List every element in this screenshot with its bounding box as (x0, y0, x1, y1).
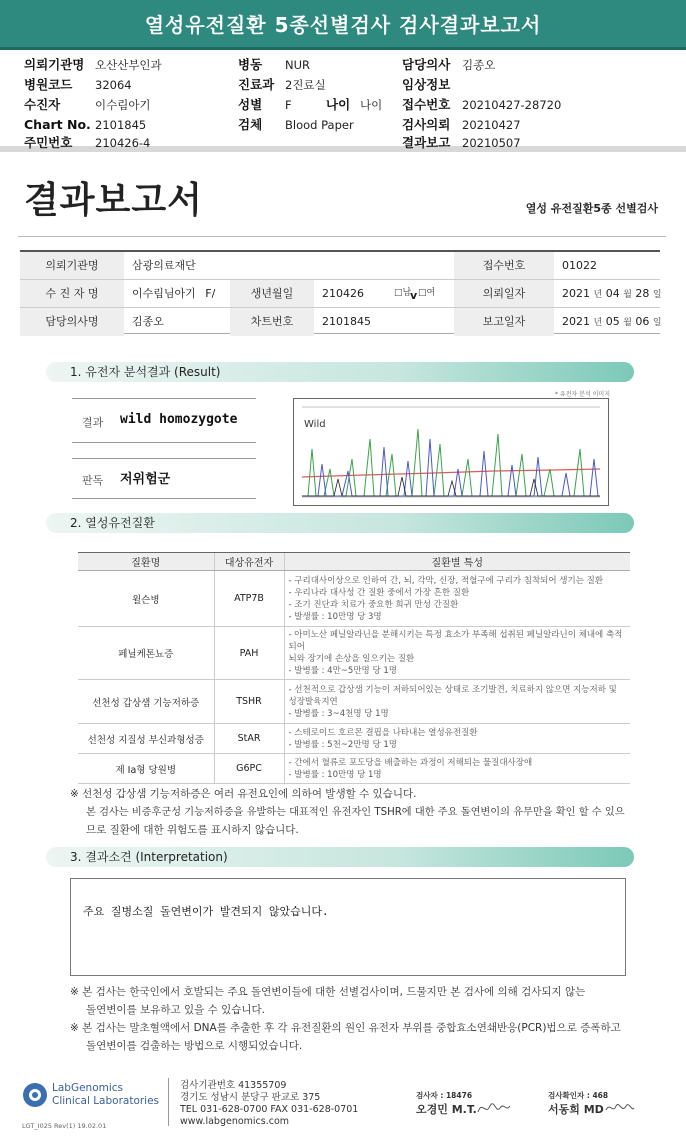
desc-line: - 아미노산 페닐알라닌을 분해시키는 특정 효소가 부족해 섭취된 페닐알라닌이 체내에 축적되어 (288, 630, 623, 652)
report-date-label: 보고일자 (454, 308, 554, 336)
report-date-value (554, 308, 660, 336)
disease-note-3: 므로 질환에 대한 위험도를 표시하지 않습니다. (86, 824, 299, 836)
desc-line: - 발병률 : 5천~2만명 당 1명 (288, 739, 397, 750)
report-title: 결과보고서 (24, 179, 203, 221)
desc-line: 성장발육지연 (288, 696, 338, 707)
dept-label: 진료과 (238, 77, 275, 92)
method-note-1: ※ 본 검사는 한국인에서 호발되는 주요 돌연변이들에 대한 선별검사이며, 드물지만 본 검사에 의해 검사되지 않는 (70, 986, 586, 998)
sex-value: F (285, 98, 292, 112)
graph-wild-label: Wild (304, 419, 326, 430)
disease-table (78, 552, 630, 784)
disease-name: 선천성 갑상샘 기능저하증 (78, 680, 214, 724)
male-checkbox: □남 (394, 288, 412, 298)
org-number: 검사기관번호 41355709 (180, 1080, 287, 1091)
disease-name: 페닐케톤뇨증 (78, 627, 214, 680)
receipt-value: 20210427-28720 (462, 98, 562, 112)
table-row (78, 627, 630, 680)
table-row (78, 724, 630, 754)
desc-line: - 구리대사이상으로 인하여 간, 뇌, 각막, 신장, 적혈구에 구리가 침착되어 생기는 질환 (288, 575, 604, 586)
tel-fax: TEL 031-628-0700 FAX 031-628-0701 (180, 1104, 359, 1115)
report-year: 2021 (562, 315, 590, 328)
table-row (78, 754, 630, 784)
genotype-graph (293, 398, 609, 506)
tester-label: 검사자 : 18476 (416, 1091, 473, 1100)
desc-line: - 발병률 : 10만명 당 1명 (288, 769, 382, 780)
patient-label: 수진자 (24, 97, 61, 112)
dob-label: 생년월일 (230, 280, 314, 308)
result-underline (72, 442, 256, 443)
section-interpretation-header: 3. 결과소견 (Interpretation) (46, 847, 634, 867)
doctor-label: 담당의사 (402, 57, 451, 72)
specimen-label: 검체 (238, 117, 263, 132)
desc-line: - 간에서 혈류로 포도당을 배출하는 과정이 저해되는 물질대사장애 (288, 757, 533, 768)
desc-line: - 발생률 : 10만명 당 3명 (288, 611, 382, 622)
labgenomics-logo-icon (22, 1082, 48, 1108)
method-note-2: 돌연변이를 보유하고 있을 수 있습니다. (86, 1004, 265, 1016)
disease-desc (284, 627, 630, 680)
patient-value: 이수림아기 (95, 98, 151, 112)
unit-day: 일 (652, 318, 662, 328)
table-header-row (78, 553, 630, 571)
judgment-overline (72, 458, 256, 459)
desc-line: 뇌와 장기에 손상을 일으키는 질환 (288, 654, 415, 664)
dept-value: 2진료실 (285, 78, 326, 92)
desc-line: - 우리나라 대사성 간 질환 중에서 가장 흔한 질환 (288, 587, 470, 598)
confirmer-signature (604, 1098, 636, 1118)
table-row (78, 680, 630, 724)
header-meta (0, 50, 686, 152)
dob-cell (314, 280, 454, 308)
age-label: 나이 (326, 97, 351, 112)
doctor-name-label: 담당의사명 (20, 308, 124, 336)
interpretation-box (70, 878, 626, 976)
disease-name: 선천성 지질성 부신과형성증 (78, 724, 214, 754)
chart-no-label: 차트번호 (230, 308, 314, 336)
judgment-label: 판독 (82, 474, 104, 487)
section-disease-header: 2. 열성유전질환 (46, 513, 634, 533)
desc-line: - 스테로이드 호르몬 결핍을 나타내는 열성유전질환 (288, 727, 478, 738)
col-feature: 질환별 특성 (284, 553, 630, 571)
patient-name-cell (124, 280, 230, 308)
request-day: 28 (635, 287, 650, 300)
hospital-label: 의뢰기관명 (24, 57, 85, 72)
result-label: 결과 (82, 416, 104, 429)
disease-gene: G6PC (214, 754, 284, 784)
sex-label: 성별 (238, 97, 263, 112)
address: 경기도 성남시 분당구 판교로 375 (180, 1092, 321, 1103)
disease-gene: ATP7B (214, 571, 284, 627)
dob-value: 210426 (322, 287, 364, 300)
form-code: LGT_I025 Rev(1) 19.02.01 (22, 1122, 107, 1130)
code-value: 32064 (95, 78, 132, 92)
desc-line: - 선천적으로 갑상샘 기능이 저하되어있는 상태로 조기발견, 치료하지 않으면 지능저하 및 (288, 684, 617, 695)
unit-month: 월 (623, 290, 632, 300)
interpretation-text: 주요 질병소질 돌연변이가 발견되지 않았습니다. (83, 905, 329, 918)
disease-name: 윌슨병 (78, 571, 214, 627)
report-subtitle: 열성 유전질환5종 선별검사 (525, 202, 658, 215)
chart-label: Chart No. (24, 117, 91, 132)
code-label: 병원코드 (24, 77, 73, 92)
report-banner-title: 열성유전질환 5종선별검사 검사결과보고서 (0, 0, 686, 50)
request-label: 검사의뢰 (402, 117, 451, 132)
desc-line: - 발병률 : 4만~5만명 당 1명 (288, 666, 397, 676)
request-date-value (554, 280, 660, 308)
footer (0, 1068, 686, 1142)
table-row (78, 571, 630, 627)
doctor-name-value: 김종오 (132, 315, 164, 328)
unit-year: 년 (593, 290, 603, 300)
report-label: 결과보고 (402, 135, 451, 150)
disease-desc (284, 680, 630, 724)
clinical-label: 임상정보 (402, 77, 451, 92)
method-note-4: 돌연변이를 검출하는 방법으로 시행되었습니다. (86, 1040, 303, 1052)
col-gene: 대상유전자 (214, 553, 284, 571)
request-value: 20210427 (462, 118, 521, 132)
unit-day: 일 (652, 290, 662, 300)
confirmer-label: 검사확인자 : 468 (548, 1091, 609, 1100)
hospital-value: 오산산부인과 (95, 58, 162, 72)
result-overline (72, 398, 256, 399)
website: www.labgenomics.com (180, 1116, 290, 1127)
org-label: 의뢰기관명 (20, 252, 124, 280)
ward-value: NUR (285, 58, 311, 72)
receipt-label: 접수번호 (402, 97, 451, 112)
tester-name: 오경민 M.T. (416, 1103, 477, 1116)
report-value: 20210507 (462, 136, 521, 150)
graph-note: * 유전자 분석 이미지 (554, 391, 610, 398)
title-divider (18, 236, 666, 237)
judgment-value: 저위험군 (120, 472, 171, 487)
desc-line: - 발병률 : 3~4천명 당 1명 (288, 708, 389, 719)
request-month: 04 (605, 287, 620, 300)
desc-line: - 조기 진단과 치료가 중요한 희귀 만성 간질환 (288, 599, 459, 610)
section-result-header: 1. 유전자 분석결과 (Result) (46, 362, 634, 382)
org-value: 삼광의료재단 (124, 252, 454, 280)
doctor-value: 김종오 (462, 58, 496, 72)
confirmer-name: 서동희 MD (548, 1103, 604, 1116)
disease-desc (284, 754, 630, 784)
tester-signature (476, 1098, 512, 1118)
ward-label: 병동 (238, 57, 263, 72)
age-value: 나이 (360, 98, 383, 112)
disease-note-2: 본 검사는 비증후군성 기능저하증을 유발하는 대표적인 유전자인 TSHR에 대한 주요 돌연변이의 유무만을 확인 할 수 있으 (86, 807, 625, 818)
receipt-no-label: 접수번호 (454, 252, 554, 280)
col-disease: 질환명 (78, 553, 214, 571)
report-month: 05 (605, 315, 620, 328)
judgment-underline (72, 498, 256, 499)
chart-no-value: 2101845 (322, 315, 371, 328)
disease-gene: PAH (214, 627, 284, 680)
id-value: 210426-4 (95, 136, 151, 150)
patient-info-table (20, 250, 660, 334)
chart-value: 2101845 (95, 118, 147, 132)
patient-name-value: 이수림님아기 (132, 287, 196, 300)
footer-divider (168, 1078, 169, 1126)
request-year: 2021 (562, 287, 590, 300)
electropherogram-image (294, 399, 608, 505)
disease-note-1: ※ 선천성 갑상샘 기능저하증은 여러 유전요인에 의하여 발생할 수 있습니다. (70, 788, 417, 800)
disease-name: 제 Ia형 당원병 (78, 754, 214, 784)
receipt-no-value: 01022 (554, 252, 660, 280)
request-date-label: 의뢰일자 (454, 280, 554, 308)
brand-line-2: Clinical Laboratories (52, 1095, 160, 1107)
unit-year: 년 (593, 318, 603, 328)
female-check-mark: v (410, 289, 418, 302)
patient-name-label: 수 진 자 명 (20, 280, 124, 308)
disease-desc (284, 724, 630, 754)
disease-gene: StAR (214, 724, 284, 754)
method-note-3: ※ 본 검사는 말초혈액에서 DNA를 추출한 후 각 유전질환의 원인 유전자 부위를 중합효소연쇄반응(PCR)법으로 증폭하고 (70, 1022, 621, 1034)
female-checkbox: □여 (418, 288, 436, 298)
unit-month: 월 (623, 318, 632, 328)
result-value: wild homozygote (120, 412, 238, 427)
specimen-value: Blood Paper (285, 118, 354, 132)
report-day: 06 (635, 315, 650, 328)
patient-sex-value: F/ (205, 287, 216, 300)
brand-line-1: LabGenomics (52, 1082, 124, 1094)
disease-desc (284, 571, 630, 627)
id-label: 주민번호 (24, 135, 73, 150)
disease-gene: TSHR (214, 680, 284, 724)
